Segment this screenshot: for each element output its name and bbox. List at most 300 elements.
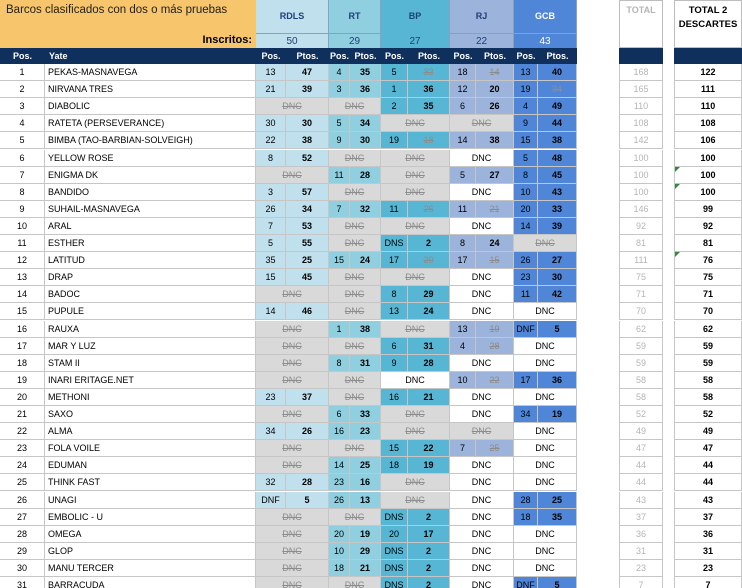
row-total-2-descartes: 37 [674,509,742,526]
result-pos-rdls: 13 [256,64,286,81]
result-pos-gcb: 19 [514,81,538,98]
result-pos-rt: 26 [329,492,350,509]
result-pos-gcb: 34 [514,406,538,423]
result-points-gcb: 33 [538,201,577,218]
result-points-rdls: 55 [286,235,329,252]
row-position: 4 [0,115,45,132]
table-row [0,286,742,303]
result-points-gcb: 30 [538,269,577,286]
result-points-rt: 31 [350,355,381,372]
result-dnc-rj: DNC [450,389,514,406]
result-points-gcb: 35 [538,509,577,526]
result-pos-gcb: 18 [514,509,538,526]
row-total: 43 [619,492,663,509]
result-dnc-rt: DNC [329,286,381,303]
subhead-ptos-bp: Ptos. [408,48,450,64]
total-header: TOTAL [619,0,663,48]
subhead-ptos-rt: Ptos. [350,48,381,64]
result-pos-bp: DNS [381,543,408,560]
row-position: 19 [0,372,45,389]
row-position: 17 [0,338,45,355]
result-pos-gcb: 26 [514,252,538,269]
row-total-2-descartes: 92 [674,218,742,235]
row-total: 100 [619,150,663,167]
result-dnc-gcb: DNC [514,338,577,355]
table-row [0,457,742,474]
row-total-2-descartes: 81 [674,235,742,252]
result-dnc-rdls: DNC [256,560,329,577]
row-total-2-descartes: 49 [674,423,742,440]
result-points-rt: 34 [350,115,381,132]
row-total-2-descartes: 43 [674,492,742,509]
result-pos-rt: 14 [329,457,350,474]
table-row [0,406,742,423]
table-row [0,560,742,577]
boat-name: RATETA (PERSEVERANCE) [45,115,256,132]
boat-name: BARRACUDA [45,577,256,588]
result-dnc-rj: DNC [450,184,514,201]
row-total-2-descartes: 70 [674,303,742,320]
result-pos-bp: 19 [381,132,408,149]
result-pos-rdls: 30 [256,115,286,132]
event-inscritos-rt: 29 [329,33,381,48]
row-position: 6 [0,150,45,167]
result-points-rt: 24 [350,252,381,269]
boat-name: EDUMAN [45,457,256,474]
row-position: 11 [0,235,45,252]
result-points-rj: 14 [476,64,514,81]
result-pos-bp: 9 [381,355,408,372]
row-position: 30 [0,560,45,577]
result-dnc-gcb: DNC [514,235,577,252]
result-pos-rdls: 34 [256,423,286,440]
result-points-bp: 19 [408,457,450,474]
row-total-2-descartes: 62 [674,321,742,338]
result-points-rj: 25 [476,440,514,457]
cell-comment-marker [675,167,680,172]
table-row [0,509,742,526]
result-pos-rj: 10 [450,372,476,389]
result-points-gcb: 39 [538,218,577,235]
row-total-2-descartes: 71 [674,286,742,303]
row-total: 49 [619,423,663,440]
result-pos-rdls: 5 [256,235,286,252]
row-total-2-descartes: 7 [674,577,742,588]
result-pos-gcb: 28 [514,492,538,509]
table-row [0,372,742,389]
boat-name: BANDIDO [45,184,256,201]
result-dnc-rdls: DNC [256,355,329,372]
total2-header: TOTAL 2 DESCARTES [674,0,742,48]
result-pos-gcb: 9 [514,115,538,132]
result-pos-gcb: 17 [514,372,538,389]
row-total-2-descartes: 100 [674,150,742,167]
result-pos-gcb: 8 [514,167,538,184]
result-dnc-bp: DNC [381,492,450,509]
row-position: 7 [0,167,45,184]
result-points-rj: 27 [476,167,514,184]
boat-name: METHONI [45,389,256,406]
subhead-ptos-gcb: Ptos. [538,48,577,64]
row-total: 75 [619,269,663,286]
result-points-bp: 21 [408,389,450,406]
cell-comment-marker [675,184,680,189]
row-total-2-descartes: 106 [674,132,742,149]
result-dnc-rj: DNC [450,150,514,167]
table-row [0,526,742,543]
result-dnc-bp: DNC [381,115,450,132]
result-pos-rj: 18 [450,64,476,81]
result-pos-rt: 20 [329,526,350,543]
result-points-gcb: 45 [538,167,577,184]
boat-name: LATITUD [45,252,256,269]
boat-name: PUPULE [45,303,256,320]
row-total-2-descartes: 31 [674,543,742,560]
table-row [0,115,742,132]
row-total: 92 [619,218,663,235]
row-total-2-descartes: 122 [674,64,742,81]
result-pos-gcb: 15 [514,132,538,149]
result-dnc-gcb: DNC [514,543,577,560]
result-pos-bp: 5 [381,64,408,81]
result-dnc-rj: DNC [450,474,514,491]
result-points-rdls: 37 [286,389,329,406]
result-points-gcb: 44 [538,115,577,132]
result-dnc-rdls: DNC [256,440,329,457]
col-total-header-bar [619,48,663,64]
result-dnc-bp: DNC [381,150,450,167]
subhead-pos-bp: Pos. [381,48,408,64]
result-pos-gcb: 23 [514,269,538,286]
result-pos-rdls: DNF [256,492,286,509]
result-pos-rt: 15 [329,252,350,269]
table-row [0,269,742,286]
result-pos-rj: 13 [450,321,476,338]
result-pos-rj: 8 [450,235,476,252]
boat-name: ENIGMA DK [45,167,256,184]
result-pos-rt: 7 [329,201,350,218]
result-dnc-rdls: DNC [256,543,329,560]
row-total: 31 [619,543,663,560]
result-pos-rdls: 3 [256,184,286,201]
result-dnc-rj: DNC [450,543,514,560]
result-dnc-bp: DNC [381,218,450,235]
boat-name: GLOP [45,543,256,560]
event-inscritos-bp: 27 [381,33,450,48]
boat-name: BIMBA (TAO-BARBIAN-SOLVEIGH) [45,132,256,149]
result-points-gcb: 5 [538,321,577,338]
result-pos-gcb: 4 [514,98,538,115]
result-pos-bp: DNS [381,577,408,588]
result-points-rdls: 28 [286,474,329,491]
row-position: 3 [0,98,45,115]
result-points-rj: 26 [476,98,514,115]
row-total: 37 [619,509,663,526]
row-total: 58 [619,372,663,389]
result-points-rt: 33 [350,406,381,423]
result-points-gcb: 5 [538,577,577,588]
row-total: 44 [619,457,663,474]
table-row [0,338,742,355]
result-points-rj: 19 [476,321,514,338]
result-points-rt: 21 [350,560,381,577]
result-dnc-rdls: DNC [256,457,329,474]
row-total: 108 [619,115,663,132]
row-total-2-descartes: 108 [674,115,742,132]
result-dnc-rt: DNC [329,303,381,320]
result-pos-bp: 6 [381,338,408,355]
result-points-rdls: 25 [286,252,329,269]
result-points-rt: 35 [350,64,381,81]
row-position: 26 [0,492,45,509]
result-points-gcb: 40 [538,64,577,81]
row-position: 10 [0,218,45,235]
table-row [0,423,742,440]
result-pos-rj: 4 [450,338,476,355]
result-dnc-rt: DNC [329,269,381,286]
row-total: 58 [619,389,663,406]
result-dnc-gcb: DNC [514,560,577,577]
row-total: 111 [619,252,663,269]
row-total-2-descartes: 99 [674,201,742,218]
row-position: 23 [0,440,45,457]
row-total-2-descartes: 58 [674,372,742,389]
result-points-bp: 36 [408,81,450,98]
result-dnc-bp: DNC [381,423,450,440]
row-total-2-descartes: 44 [674,474,742,491]
result-pos-rj: 17 [450,252,476,269]
result-dnc-rdls: DNC [256,372,329,389]
table-row [0,184,742,201]
result-dnc-rt: DNC [329,440,381,457]
event-header-rj: RJ [450,0,514,33]
result-pos-rdls: 21 [256,81,286,98]
row-total: 47 [619,440,663,457]
result-dnc-rt: DNC [329,235,381,252]
subhead-pos-rdls: Pos. [256,48,286,64]
row-position: 8 [0,184,45,201]
result-pos-bp: 17 [381,252,408,269]
result-dnc-rdls: DNC [256,286,329,303]
result-pos-rt: 8 [329,355,350,372]
event-header-gcb: GCB [514,0,577,33]
row-total-2-descartes: 59 [674,355,742,372]
row-total: 62 [619,321,663,338]
result-points-rj: 21 [476,201,514,218]
row-total-2-descartes: 52 [674,406,742,423]
inscritos-label: Inscritos: [0,33,256,48]
result-points-gcb: 25 [538,492,577,509]
result-points-rt: 28 [350,167,381,184]
result-pos-rj: 7 [450,440,476,457]
result-pos-gcb: 14 [514,218,538,235]
row-total: 71 [619,286,663,303]
result-points-bp: 2 [408,235,450,252]
result-dnc-rj: DNC [450,509,514,526]
result-points-bp: 2 [408,577,450,588]
boat-name: EMBOLIC - U [45,509,256,526]
result-pos-rdls: 14 [256,303,286,320]
result-dnc-rt: DNC [329,577,381,588]
boat-name: DRAP [45,269,256,286]
result-dnc-gcb: DNC [514,526,577,543]
result-dnc-bp: DNC [381,406,450,423]
result-pos-rj: 11 [450,201,476,218]
result-pos-gcb: 10 [514,184,538,201]
result-points-bp: 28 [408,355,450,372]
result-pos-rdls: 15 [256,269,286,286]
result-pos-bp: 11 [381,201,408,218]
boat-name: MANU TERCER [45,560,256,577]
result-pos-bp: 15 [381,440,408,457]
row-position: 1 [0,64,45,81]
result-dnc-bp: DNC [381,321,450,338]
result-dnc-rdls: DNC [256,577,329,588]
row-position: 31 [0,577,45,588]
result-points-rt: 16 [350,474,381,491]
result-pos-rdls: 22 [256,132,286,149]
row-position: 25 [0,474,45,491]
subhead-ptos-rdls: Ptos. [286,48,329,64]
result-pos-rj: 6 [450,98,476,115]
result-pos-rt: 6 [329,406,350,423]
sheet-title: Barcos clasificados con dos o más pruebas [0,0,256,33]
table-row [0,167,742,184]
table-row [0,98,742,115]
result-points-rdls: 5 [286,492,329,509]
boat-name: FOLA VOILE [45,440,256,457]
boat-name: STAM II [45,355,256,372]
result-pos-bp: 18 [381,457,408,474]
row-position: 14 [0,286,45,303]
result-dnc-bp: DNC [381,474,450,491]
row-total: 165 [619,81,663,98]
row-total: 142 [619,132,663,149]
result-dnc-rj: DNC [450,457,514,474]
result-dnc-rj: DNC [450,355,514,372]
result-dnc-rt: DNC [329,98,381,115]
boat-name: NIRVANA TRES [45,81,256,98]
result-points-rt: 25 [350,457,381,474]
row-total: 110 [619,98,663,115]
result-dnc-rdls: DNC [256,406,329,423]
result-dnc-gcb: DNC [514,440,577,457]
boat-name: ESTHER [45,235,256,252]
result-pos-gcb: 13 [514,64,538,81]
result-pos-bp: 2 [381,98,408,115]
result-pos-gcb: DNF [514,577,538,588]
result-points-rdls: 57 [286,184,329,201]
event-header-bp: BP [381,0,450,33]
row-position: 22 [0,423,45,440]
event-header-rdls: RDLS [256,0,329,33]
result-pos-rt: 16 [329,423,350,440]
table-row [0,81,742,98]
row-total-2-descartes: 100 [674,167,742,184]
result-pos-rt: 3 [329,81,350,98]
event-inscritos-rdls: 50 [256,33,329,48]
row-position: 29 [0,543,45,560]
result-dnc-gcb: DNC [514,474,577,491]
col-yate-header: Yate [45,48,256,64]
result-points-rdls: 38 [286,132,329,149]
row-total: 59 [619,355,663,372]
row-total-2-descartes: 75 [674,269,742,286]
col-total2-header-bar [674,48,742,64]
row-total: 59 [619,338,663,355]
row-total-2-descartes: 110 [674,98,742,115]
result-points-bp: 2 [408,560,450,577]
result-pos-rt: 11 [329,167,350,184]
row-position: 15 [0,303,45,320]
table-row [0,355,742,372]
result-pos-rdls: 35 [256,252,286,269]
result-points-rt: 32 [350,201,381,218]
row-total: 146 [619,201,663,218]
row-position: 20 [0,389,45,406]
result-dnc-rj: DNC [450,526,514,543]
result-points-rdls: 34 [286,201,329,218]
table-row [0,474,742,491]
result-points-rt: 30 [350,132,381,149]
result-points-rj: 15 [476,252,514,269]
result-dnc-rj: DNC [450,577,514,588]
row-position: 2 [0,81,45,98]
result-dnc-rj: DNC [450,286,514,303]
result-points-rdls: 30 [286,115,329,132]
result-points-rdls: 39 [286,81,329,98]
table-row [0,201,742,218]
result-pos-rt: 1 [329,321,350,338]
event-inscritos-gcb: 43 [514,33,577,48]
row-position: 13 [0,269,45,286]
result-points-gcb: 42 [538,286,577,303]
result-dnc-rt: DNC [329,338,381,355]
result-dnc-rt: DNC [329,150,381,167]
result-points-rdls: 53 [286,218,329,235]
boat-name: INARI ERITAGE.NET [45,372,256,389]
row-total-2-descartes: 23 [674,560,742,577]
boat-name: UNAGI [45,492,256,509]
result-points-rj: 20 [476,81,514,98]
result-dnc-rj: DNC [450,423,514,440]
event-header-rt: RT [329,0,381,33]
row-total-2-descartes: 58 [674,389,742,406]
result-dnc-rt: DNC [329,372,381,389]
result-pos-rt: 23 [329,474,350,491]
subhead-ptos-rj: Ptos. [476,48,514,64]
boat-name: ARAL [45,218,256,235]
row-total: 81 [619,235,663,252]
result-points-rt: 19 [350,526,381,543]
result-pos-bp: 16 [381,389,408,406]
result-dnc-rj: DNC [450,303,514,320]
result-pos-bp: 20 [381,526,408,543]
result-dnc-rt: DNC [329,218,381,235]
table-row [0,252,742,269]
result-points-bp: 35 [408,98,450,115]
table-row [0,543,742,560]
boat-name: SAXO [45,406,256,423]
result-dnc-gcb: DNC [514,303,577,320]
cell-comment-marker [675,252,680,257]
result-pos-gcb: 5 [514,150,538,167]
result-pos-gcb: DNF [514,321,538,338]
table-row [0,492,742,509]
result-points-gcb: 48 [538,150,577,167]
result-dnc-rj: DNC [450,492,514,509]
result-pos-rdls: 26 [256,201,286,218]
